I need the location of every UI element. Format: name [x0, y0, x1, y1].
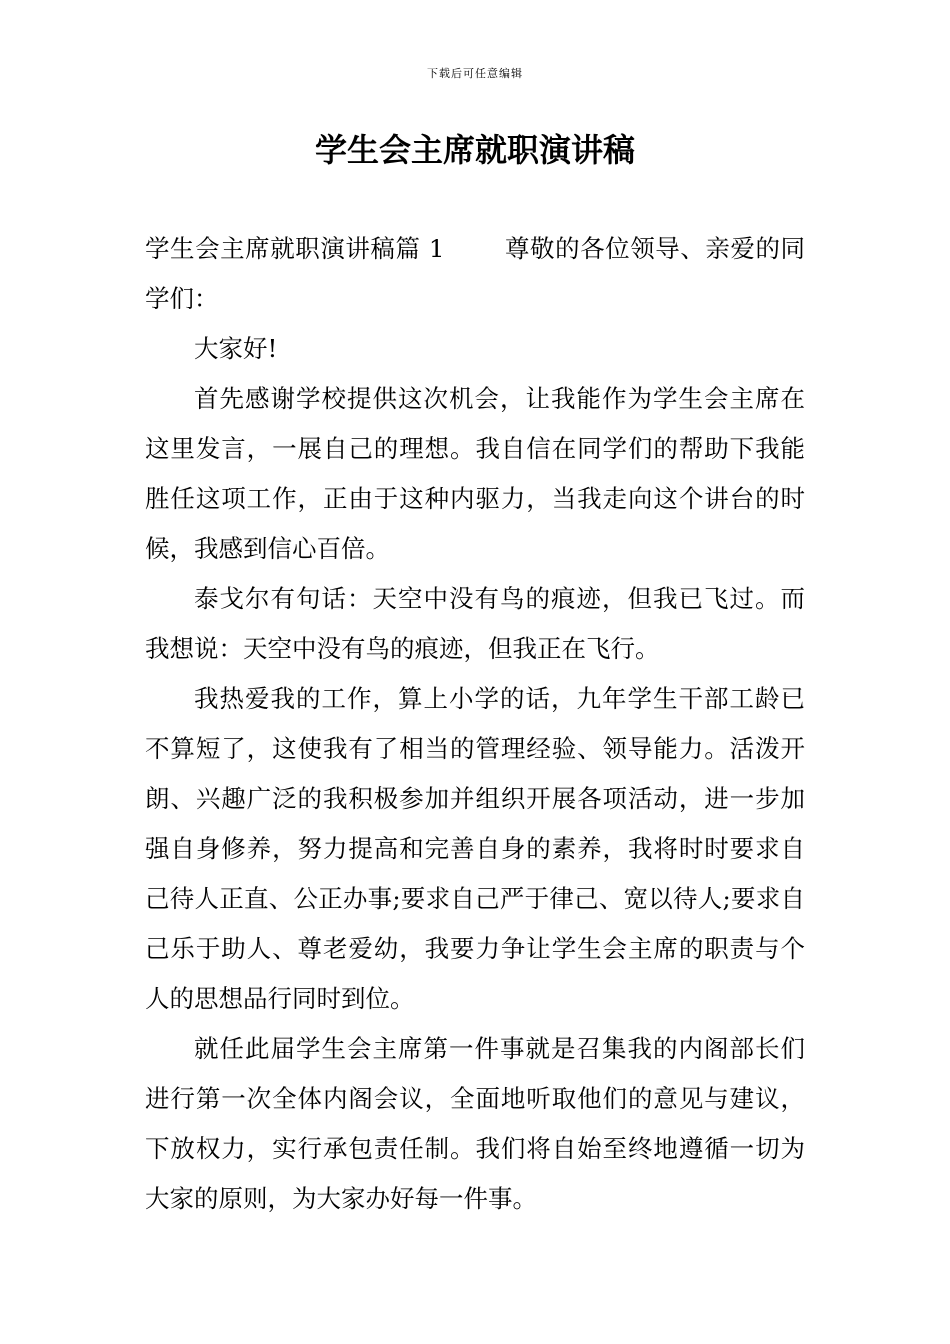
paragraph-thanks: 首先感谢学校提供这次机会，让我能作为学生会主席在这里发言，一展自己的理想。我自信在同学们的帮助下我能胜任这项工作，正由于这种内驱力，当我走向这个讲台的时候，我感到信心百倍。 — [145, 384, 805, 563]
paragraph-tagore-quote: 泰戈尔有句话：天空中没有鸟的痕迹，但我已飞过。而我想说：天空中没有鸟的痕迹，但我正在飞行。 — [145, 584, 805, 663]
document-title: 学生会主席就职演讲稿 — [314, 131, 635, 169]
header-note: 下载后可任意编辑 — [427, 67, 523, 80]
document-body — [145, 224, 805, 1224]
salutation: 尊敬的各位领导、亲爱的同学们： — [145, 234, 805, 313]
paragraph-first-task: 就任此届学生会主席第一件事就是召集我的内阁部长们进行第一次全体内阁会议，全面地听取他们的意见与建议，下放权力，实行承包责任制。我们将自始至终地遵循一切为大家的原则，为大家办好每一件事。 — [145, 1034, 805, 1213]
opening-line — [145, 224, 805, 324]
paragraph-experience: 我热爱我的工作，算上小学的话，九年学生干部工龄已不算短了，这使我有了相当的管理经验、领导能力。活泼开朗、兴趣广泛的我积极参加并组织开展各项活动，进一步加强自身修养，努力提高和完善自身的素养，我将时时要求自己待人正直、公正办事;要求自己严于律己、宽以待人;要求自己乐于助人、尊老爱幼，我要力争让学生会主席的职责与个人的思想品行同时到位。 — [145, 684, 805, 1013]
paragraph-greeting: 大家好! — [194, 334, 278, 363]
section-label: 学生会主席就职演讲稿篇 1 — [145, 234, 445, 263]
